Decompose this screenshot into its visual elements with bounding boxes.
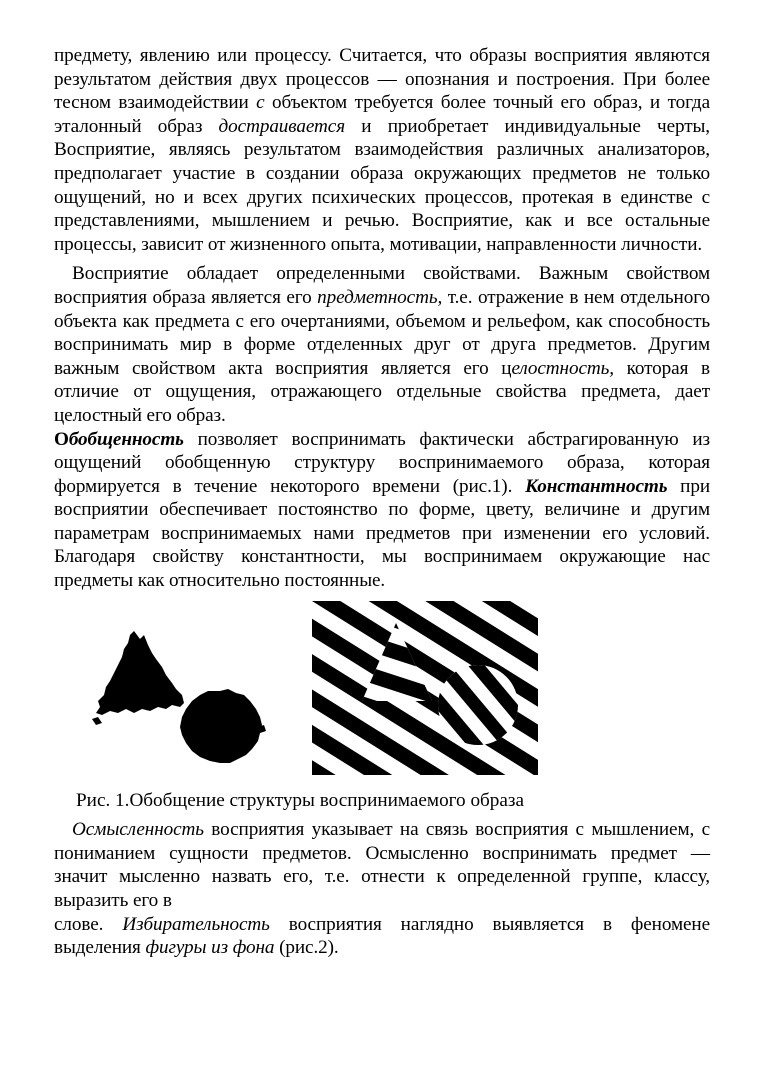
- p3-text-1: позволяет воспринимать фактически абстрагированную из ощущений обобщенную структуру воспринимаемого образа, которая формируется в течение некоторого времени (рис.1).: [54, 428, 710, 497]
- p4-text-1: восприятия указывает на связь восприятия с мышлением, с пониманием сущности предметов. Осмысленно воспринимать предмет — значит мысленно назвать его, т.е. отнести к определенной группе, классу, выразить его в: [54, 819, 710, 912]
- document-page: [54, 44, 710, 960]
- p3-text-2: при восприятии обеспечивает постоянство по форме, цвету, величине и другим параметрам воспринимаемых нами предметов при изменении его условий. Благодаря свойству константности, мы воспринимаем окружающие нас предметы как относительно постоянные.: [54, 475, 711, 592]
- p2-text-2: т.е. отражение в нем отдельного объекта как предмета с его очертаниями, объемом и рельефом, как способность воспринимать мир в форме отделенных друг от друга предметов. Другим важным свойством акта восприятия является его ц: [54, 286, 710, 379]
- p2-text-1: Восприятие обладает определенными свойствами. Важным свойством восприятия образа является его: [54, 263, 710, 308]
- p5-italic-1: Избирательность: [122, 913, 270, 935]
- p2-italic-2: елостность,: [511, 357, 614, 379]
- striped-illusion-icon: [312, 601, 538, 775]
- p2-text-3: которая в отличие от ощущения, отражающего отдельные свойства предмета, дает целостный его образ.: [54, 357, 710, 426]
- p2-italic-1: предметность,: [317, 286, 443, 308]
- p1-text: предмету, явлению или процессу. Считается, что образы восприятия являются результатом действия двух процессов — опознания и построения. При более тесном взаимодействии: [54, 45, 710, 114]
- p3-bold-italic-1: бобщенность: [68, 428, 184, 450]
- paragraph-1: [54, 44, 710, 256]
- p5-text-2: восприятия наглядно выявляется в феномене выделения: [54, 913, 710, 959]
- p1-italic-2: достраивается: [218, 115, 346, 137]
- p5-text-1: слове.: [54, 913, 123, 935]
- p4-italic-1: Осмысленность: [72, 819, 204, 841]
- p1-text-2: объектом требуется более точный его образ, и тогда эталонный образ: [54, 92, 710, 137]
- p3-bold-italic-2: Константность: [525, 475, 668, 497]
- paragraph-4: [54, 818, 710, 912]
- paragraph-2: [54, 262, 710, 427]
- p5-text-3: (рис.2).: [274, 937, 339, 959]
- paragraph-3: [54, 428, 710, 593]
- p1-italic-1: с: [256, 92, 265, 114]
- figure-1: [54, 601, 710, 787]
- p1-text-3: и приобретает индивидуальные черты, Восприятие, являясь результатом взаимодействия различных анализаторов, предполагает участие в создании образа окружающих предметов не только ощущений, но и всех других психических процессов, протекая в единстве с представлениями, мышлением и речью. Восприятие, как и все остальные процессы, зависит от жизненного опыта, мотивации, направленности личности.: [54, 115, 710, 255]
- figure-caption: Рис. 1.Обобщение структуры воспринимаемого образа: [76, 789, 525, 811]
- p5-italic-2: фигуры из фона: [145, 937, 275, 959]
- paragraph-5: [54, 913, 710, 960]
- ragged-blots-icon: [92, 623, 272, 773]
- p3-bold-initial: О: [54, 428, 69, 450]
